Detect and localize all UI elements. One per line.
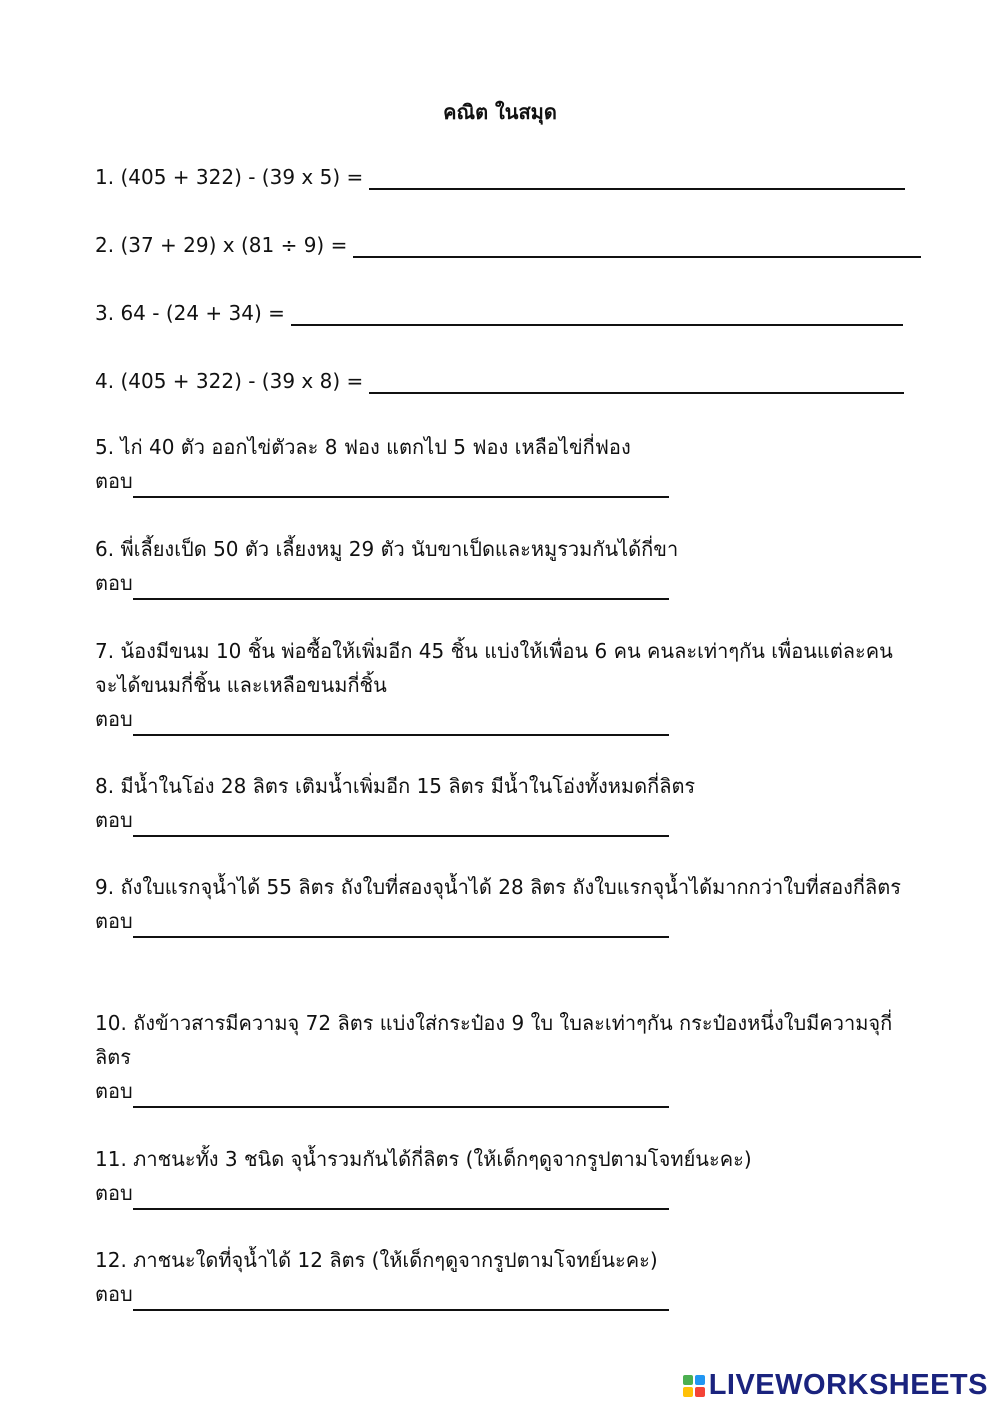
question-text: 6. พี่เลี้ยงเป็ด 50 ตัว เลี้ยงหมู 29 ตัว นับขาเป็ดและหมูรวมกันได้กี่ขา [95, 537, 679, 561]
answer-row [95, 904, 910, 938]
answer-line[interactable] [133, 914, 669, 938]
answer-label: ตอบ [95, 808, 133, 832]
question-text: 9. ถังใบแรกจุน้ำได้ 55 ลิตร ถังใบที่สองจุน้ำได้ 28 ลิตร ถังใบแรกจุน้ำได้มากกว่าใบที่สองกี่ลิตร [95, 875, 901, 899]
word-problem-12 [95, 1243, 910, 1311]
answer-line[interactable] [133, 813, 669, 837]
logo-square [683, 1387, 693, 1397]
question-text: 10. ถังข้าวสารมีความจุ 72 ลิตร แบ่งใส่กระป๋อง 9 ใบ ใบละเท่าๆกัน กระป๋องหนึ่งใบมีความจุกี่ลิตร [95, 1011, 893, 1069]
equation-1 [95, 164, 905, 190]
answer-label: ตอบ [95, 1181, 133, 1205]
word-problem-9 [95, 870, 910, 938]
question-text: 5. ไก่ 40 ตัว ออกไข่ตัวละ 8 ฟอง แตกไป 5 ฟอง เหลือไข่กี่ฟอง [95, 435, 631, 459]
logo-square [683, 1375, 693, 1385]
answer-line[interactable] [133, 474, 669, 498]
word-problem-5 [95, 430, 910, 498]
word-problem-6 [95, 532, 910, 600]
answer-line[interactable] [133, 1186, 669, 1210]
question-text: 7. น้องมีขนม 10 ชิ้น พ่อซื้อให้เพิ่มอีก 45 ชิ้น แบ่งให้เพื่อน 6 คน คนละเท่าๆกัน เพื่อนแต่ละคนจะได้ขนมกี่ชิ้น และเหลือขนมกี่ชิ้น [95, 639, 893, 697]
answer-row [95, 1074, 910, 1108]
worksheet-title: คณิต ในสมุด [443, 100, 557, 124]
equation-text: 4. (405 + 322) - (39 x 8) = [95, 369, 364, 393]
answer-label: ตอบ [95, 1282, 133, 1306]
answer-label: ตอบ [95, 571, 133, 595]
equation-3 [95, 300, 903, 326]
logo-square [695, 1375, 705, 1385]
equation-2 [95, 232, 921, 258]
word-problem-8 [95, 769, 910, 837]
answer-label: ตอบ [95, 1079, 133, 1103]
answer-label: ตอบ [95, 707, 133, 731]
liveworksheets-logo-icon [683, 1375, 705, 1397]
answer-label: ตอบ [95, 469, 133, 493]
answer-line[interactable] [369, 370, 904, 394]
answer-line[interactable] [353, 234, 921, 258]
word-problem-10 [95, 1006, 910, 1108]
equation-text: 3. 64 - (24 + 34) = [95, 301, 285, 325]
question-text: 11. ภาชนะทั้ง 3 ชนิด จุน้ำรวมกันได้กี่ลิตร (ให้เด็กๆดูจากรูปตามโจทย์นะคะ) [95, 1147, 752, 1171]
question-text: 8. มีน้ำในโอ่ง 28 ลิตร เติมน้ำเพิ่มอีก 15 ลิตร มีน้ำในโอ่งทั้งหมดกี่ลิตร [95, 774, 696, 798]
logo-square [695, 1387, 705, 1397]
answer-line[interactable] [133, 1084, 669, 1108]
answer-row [95, 1176, 910, 1210]
answer-row [95, 702, 910, 736]
answer-line[interactable] [369, 166, 905, 190]
answer-line[interactable] [133, 576, 669, 600]
answer-row [95, 803, 910, 837]
answer-line[interactable] [291, 302, 903, 326]
answer-label: ตอบ [95, 909, 133, 933]
word-problem-11 [95, 1142, 910, 1210]
liveworksheets-logo [683, 1369, 988, 1402]
answer-row [95, 566, 910, 600]
equation-text: 1. (405 + 322) - (39 x 5) = [95, 165, 364, 189]
question-text: 12. ภาชนะใดที่จุน้ำได้ 12 ลิตร (ให้เด็กๆดูจากรูปตามโจทย์นะคะ) [95, 1248, 658, 1272]
equation-text: 2. (37 + 29) x (81 ÷ 9) = [95, 233, 348, 257]
answer-row [95, 464, 910, 498]
logo-text: LIVEWORKSHEETS [708, 1369, 988, 1401]
answer-row [95, 1277, 910, 1311]
word-problem-7 [95, 634, 910, 736]
equation-4 [95, 368, 904, 394]
answer-line[interactable] [133, 712, 669, 736]
answer-line[interactable] [133, 1287, 669, 1311]
